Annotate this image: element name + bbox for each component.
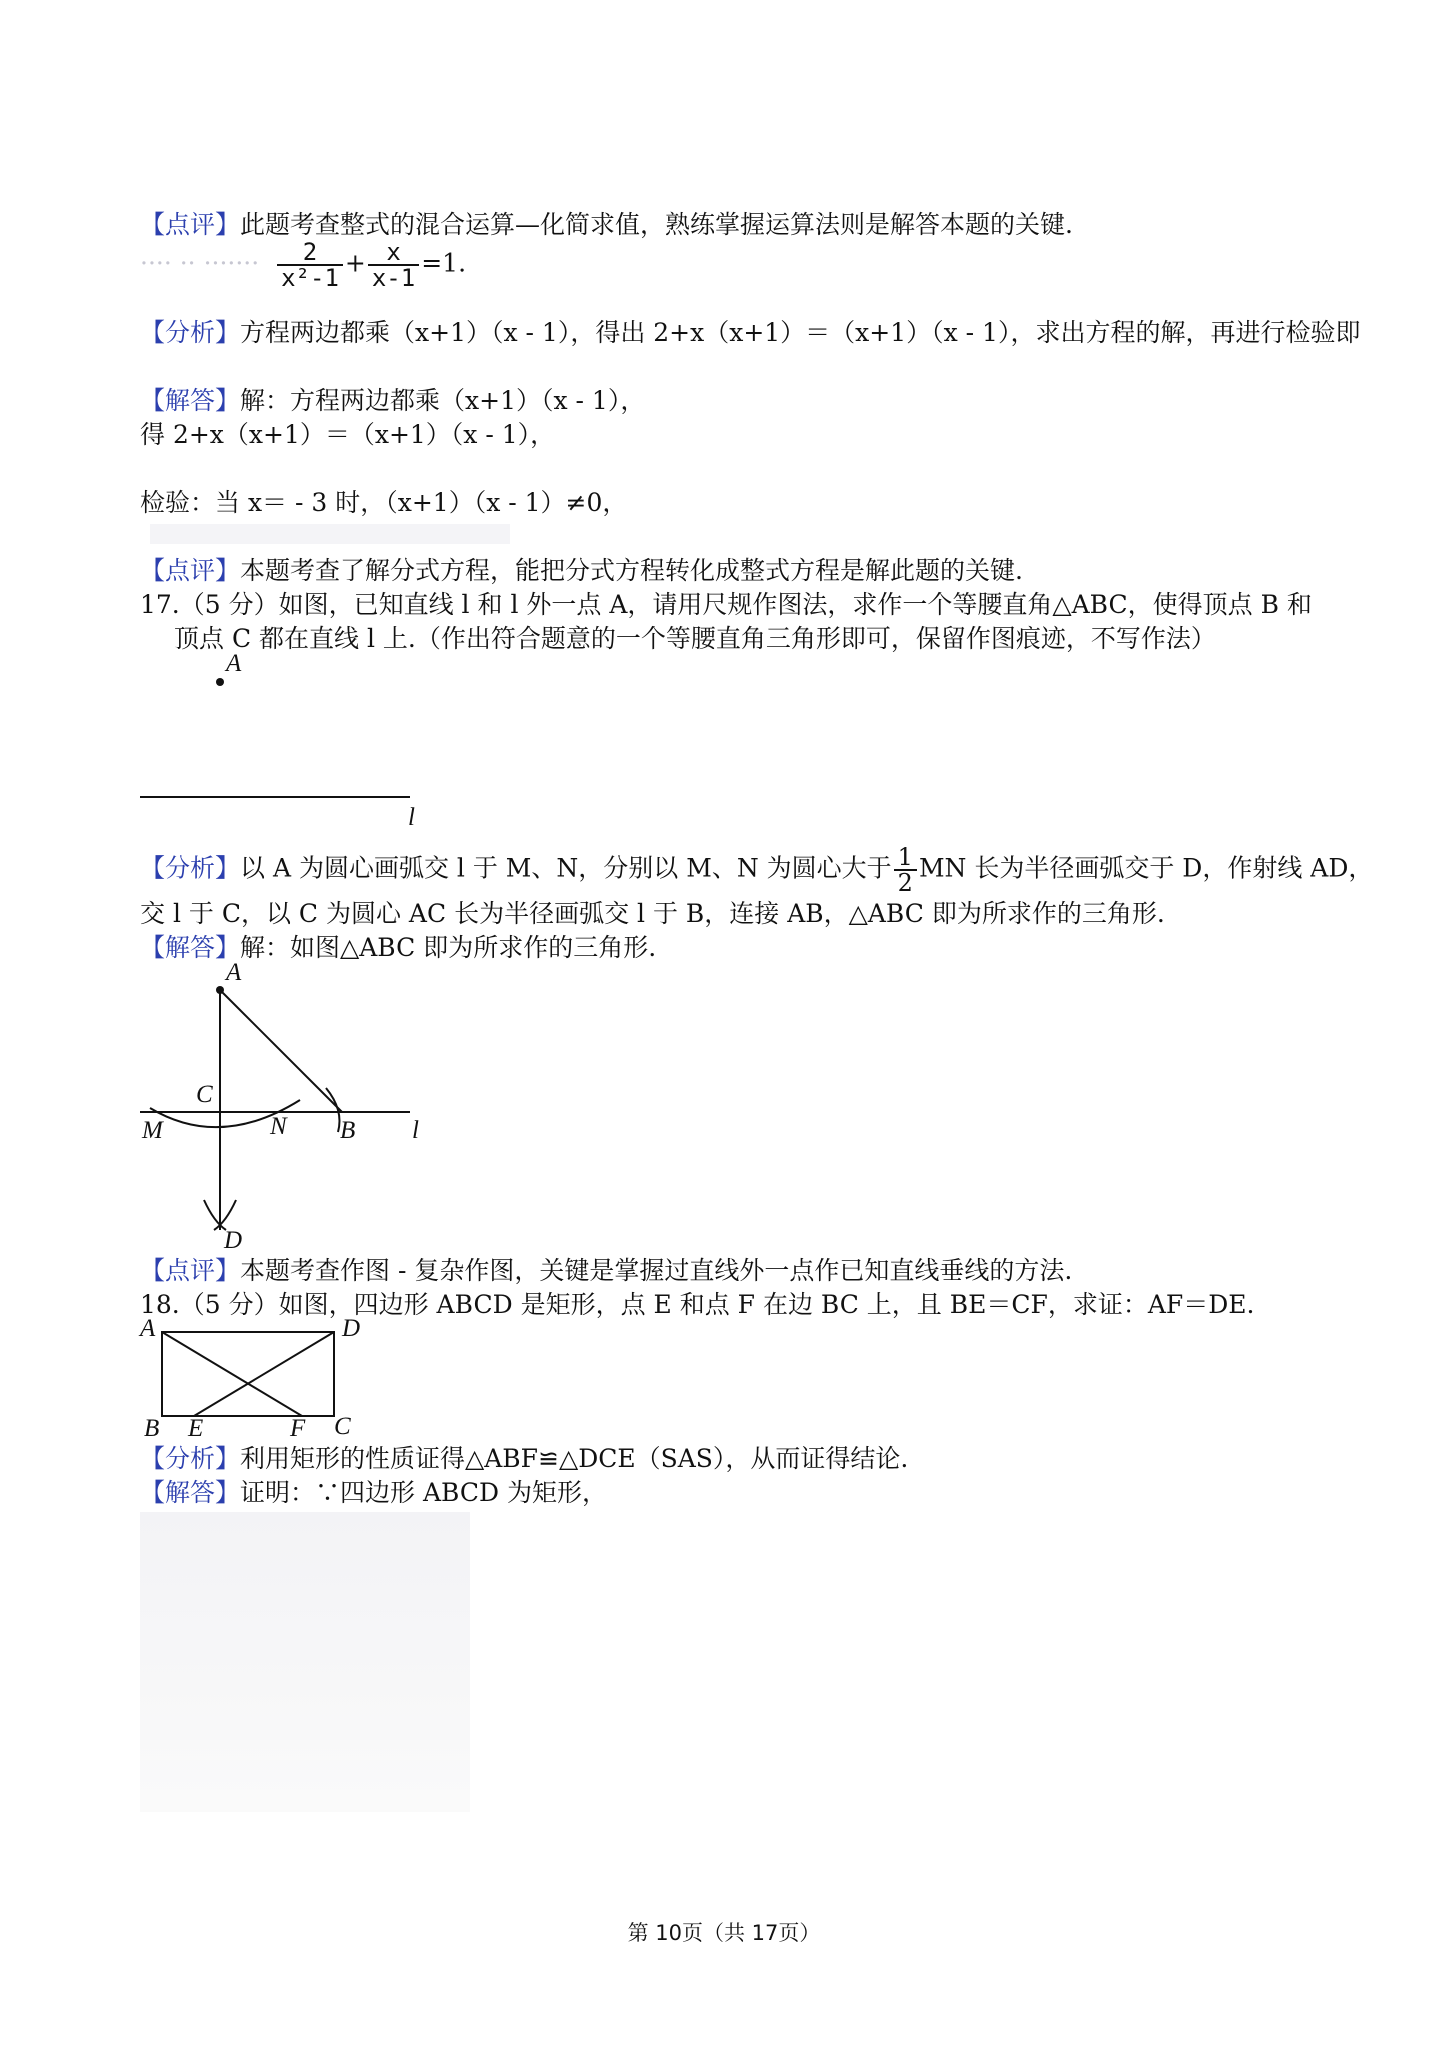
analysis-line-1 <box>140 316 1360 350</box>
q18-rectangle-figure <box>130 1318 390 1438</box>
label-l: l <box>408 804 415 830</box>
half-fraction <box>894 845 917 895</box>
segment-af <box>162 1332 302 1416</box>
page-number: 第 10页（共 17页） <box>627 1921 821 1945</box>
label-d: D <box>224 1227 243 1250</box>
obscured-region <box>150 524 510 544</box>
obscured-region <box>140 1512 470 1812</box>
q17-answer-text: 解：如图△ABC 即为所求作的三角形. <box>240 933 657 962</box>
q17-given-figure <box>130 650 450 830</box>
q17-review-line <box>140 1254 1072 1288</box>
review-text: 此题考查整式的混合运算—化简求值，熟练掌握运算法则是解答本题的关键. <box>240 210 1073 239</box>
q18-analysis-text: 利用矩形的性质证得△ABF≌△DCE（SAS），从而证得结论. <box>240 1444 909 1473</box>
label-a: A <box>140 1318 156 1342</box>
review-tag: 【点评】 <box>140 210 241 239</box>
fraction-1-denominator: x²-1 <box>281 264 339 292</box>
fraction-2 <box>368 240 419 290</box>
analysis-tag: 【分析】 <box>140 853 241 883</box>
q18-answer-text: 证明：∵四边形 ABCD 为矩形， <box>240 1478 607 1507</box>
answer-text-2: 得 2+x（x+1）＝（x+1）（x - 1）， <box>140 420 556 449</box>
analysis-text: 方程两边都乘（x+1）（x - 1），得出 2+x（x+1）＝（x+1）（x - 1），求出方程的解，再进行检验即 <box>240 318 1361 347</box>
q17-analysis-pre: 以 A 为圆心画弧交 l 于 M、N，分别以 M、N 为圆心大于 <box>240 853 892 883</box>
answer-line-2 <box>140 418 555 452</box>
label-f: F <box>290 1415 306 1438</box>
check-text: 检验：当 x＝ - 3 时，（x+1）（x - 1）≠0， <box>140 488 628 517</box>
segment-ab <box>220 990 342 1112</box>
half-denominator: 2 <box>897 869 913 897</box>
q17-text-1: 17.（5 分）如图，已知直线 l 和 l 外一点 A，请用尺规作图法，求作一个等腰直角△ABC，使得顶点 B 和 <box>140 590 1312 619</box>
label-b: B <box>144 1415 160 1438</box>
answer-text-1: 解：方程两边都乘（x+1）（x - 1）， <box>240 386 646 415</box>
plus-sign: + <box>344 248 366 278</box>
arc-b <box>326 1088 340 1132</box>
fraction-2-denominator: x-1 <box>371 264 416 292</box>
arc-d-right <box>214 1200 236 1230</box>
q17-analysis-line-1 <box>140 845 1373 895</box>
q17-line-1 <box>140 588 1312 622</box>
label-c: C <box>334 1413 351 1438</box>
q17-solution-figure <box>130 960 450 1250</box>
q18-text-1: 18.（5 分）如图，四边形 ABCD 是矩形，点 E 和点 F 在边 BC 上，且 BE＝CF，求证：AF＝DE. <box>140 1290 1255 1319</box>
answer-tag: 【解答】 <box>140 1478 241 1507</box>
equation-line <box>140 240 466 290</box>
point-a <box>216 678 224 686</box>
obscured-text: ···· ·· ······· <box>140 248 268 278</box>
review-text: 本题考查了解分式方程，能把分式方程转化成整式方程是解此题的关键. <box>240 556 1023 585</box>
label-a: A <box>226 960 242 986</box>
q17-analysis-line-2 <box>140 897 1165 931</box>
q18-analysis-line <box>140 1442 908 1476</box>
rectangle-abcd <box>162 1332 334 1416</box>
label-d: D <box>342 1318 361 1342</box>
answer-line-1 <box>140 384 645 418</box>
review-tag: 【点评】 <box>140 556 241 585</box>
review-line-2 <box>140 554 1023 588</box>
q17-text-2: 顶点 C 都在直线 l 上.（作出符合题意的一个等腰直角三角形即可，保留作图痕迹，不写作法） <box>174 624 1216 653</box>
label-b: B <box>340 1117 356 1144</box>
label-e: E <box>188 1415 204 1438</box>
q17-review-text: 本题考查作图 - 复杂作图，关键是掌握过直线外一点作已知直线垂线的方法. <box>240 1256 1073 1285</box>
answer-tag: 【解答】 <box>140 933 241 962</box>
half-numerator: 1 <box>894 845 917 871</box>
label-l: l <box>412 1117 419 1144</box>
fraction-1-numerator: 2 <box>277 240 343 266</box>
point-a <box>216 986 224 994</box>
label-m: M <box>142 1117 163 1144</box>
q17-analysis-text-2: 交 l 于 C，以 C 为圆心 AC 长为半径画弧交 l 于 B，连接 AB，△ABC 即为所求作的三角形. <box>140 899 1165 928</box>
label-n: N <box>270 1113 287 1140</box>
arc-d-left <box>204 1200 226 1230</box>
analysis-tag: 【分析】 <box>140 1444 241 1473</box>
fraction-1 <box>277 240 343 290</box>
fraction-2-numerator: x <box>368 240 419 266</box>
segment-de <box>194 1332 334 1416</box>
label-a: A <box>226 650 242 677</box>
answer-tag: 【解答】 <box>140 386 241 415</box>
check-line <box>140 486 627 520</box>
review-tag: 【点评】 <box>140 1256 241 1285</box>
q18-line-1 <box>140 1288 1255 1322</box>
review-line-1 <box>140 208 1073 242</box>
equation-rhs: =1. <box>421 248 467 278</box>
q17-analysis-post: MN 长为半径画弧交于 D，作射线 AD， <box>918 853 1374 883</box>
page-footer <box>0 1917 1448 1947</box>
label-c: C <box>196 1081 213 1108</box>
q18-answer-line <box>140 1476 607 1510</box>
analysis-tag: 【分析】 <box>140 318 241 347</box>
